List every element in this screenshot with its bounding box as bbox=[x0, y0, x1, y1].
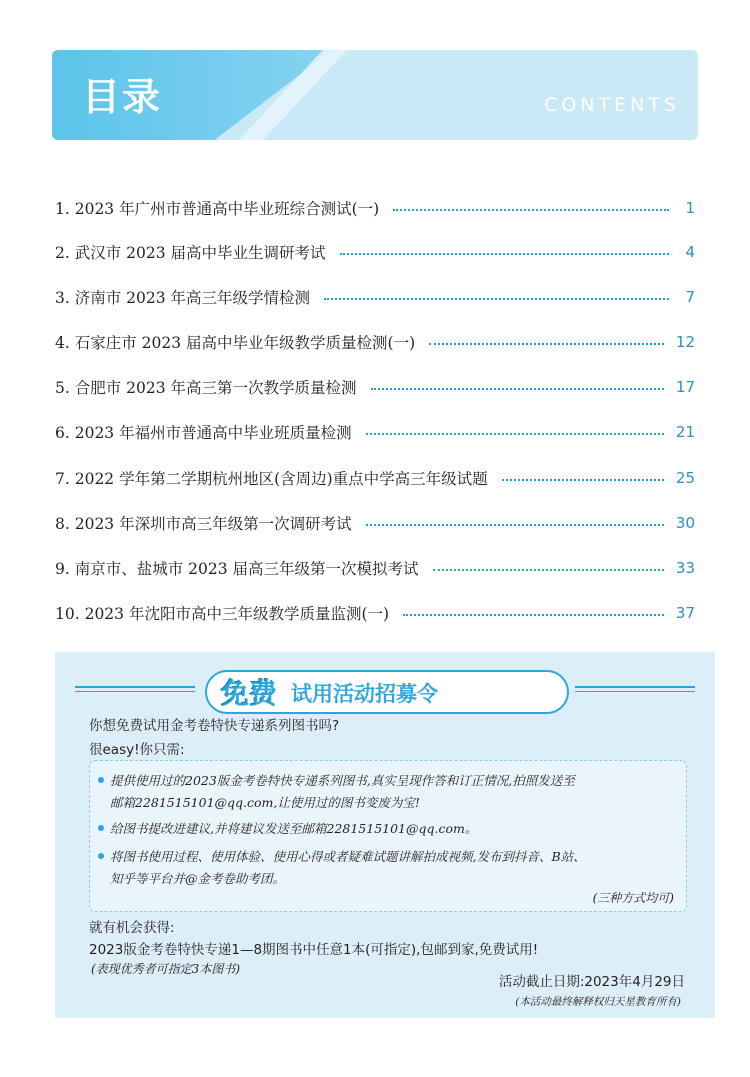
ways-box bbox=[89, 760, 687, 912]
toc-leader bbox=[340, 253, 669, 255]
toc-leader bbox=[403, 614, 664, 616]
toc-leader bbox=[366, 524, 664, 526]
deadline-text: 活动截止日期:2023年4月29日 bbox=[498, 974, 685, 990]
toc-title: 3. 济南市 2023 年高三年级学情检测 bbox=[55, 289, 311, 307]
toc-entry[interactable] bbox=[55, 369, 695, 405]
toc-title: 6. 2023 年福州市普通高中毕业班质量检测 bbox=[55, 424, 352, 442]
toc-page: 33 bbox=[675, 559, 695, 577]
contents-banner bbox=[52, 50, 698, 140]
toc-title: 1. 2023 年广州市普通高中毕业班综合测试(一) bbox=[55, 200, 380, 218]
toc-page: 25 bbox=[675, 469, 695, 487]
heading-rule bbox=[575, 686, 695, 688]
way-item bbox=[98, 847, 586, 865]
bullet-icon bbox=[98, 853, 104, 859]
way-item-cont: 邮箱2281515101@qq.com,让使用过的图书变废为宝! bbox=[110, 795, 420, 810]
way-item bbox=[98, 819, 477, 837]
promo-free-text: 免费 bbox=[221, 677, 278, 710]
heading-rule bbox=[75, 691, 195, 692]
promo-heading-text: 试用活动招募令 bbox=[291, 682, 438, 706]
toc-entry[interactable] bbox=[55, 279, 695, 315]
heading-rule bbox=[575, 691, 695, 692]
toc-title: 5. 合肥市 2023 年高三第一次教学质量检测 bbox=[55, 379, 357, 397]
toc-page: 21 bbox=[675, 423, 695, 441]
way-item bbox=[98, 771, 575, 789]
promo-heading bbox=[75, 668, 695, 712]
toc-entry[interactable] bbox=[55, 414, 695, 450]
toc-entry[interactable] bbox=[55, 595, 695, 631]
toc-title: 2. 武汉市 2023 届高中毕业生调研考试 bbox=[55, 244, 326, 262]
toc-leader bbox=[371, 388, 664, 390]
toc-title: 9. 南京市、盐城市 2023 届高三年级第一次模拟考试 bbox=[55, 560, 419, 578]
toc-entry[interactable] bbox=[55, 324, 695, 360]
page-subtitle: CONTENTS bbox=[544, 94, 680, 116]
toc-leader bbox=[433, 569, 664, 571]
toc-page: 30 bbox=[675, 514, 695, 532]
toc-leader bbox=[366, 433, 664, 435]
toc-title: 7. 2022 学年第二学期杭州地区(含周边)重点中学高三年级试题 bbox=[55, 470, 488, 488]
toc-page: 1 bbox=[685, 199, 695, 217]
toc-leader bbox=[502, 479, 664, 481]
way-text: 提供使用过的2023版金考卷特快专递系列图书,真实呈现作答和订正情况,拍照发送至 bbox=[110, 773, 575, 788]
rights-note: (本活动最终解释权归天星教育所有) bbox=[515, 996, 681, 1008]
page-title: 目录 bbox=[82, 75, 163, 119]
bullet-icon bbox=[98, 825, 104, 831]
toc-leader bbox=[324, 298, 669, 300]
promo-question: 你想免费试用金考卷特快专递系列图书吗? bbox=[89, 718, 340, 734]
way-text: 将图书使用过程、使用体验、使用心得或者疑难试题讲解拍成视频,发布到抖音、B站、 bbox=[110, 849, 586, 864]
excellent-note: (表现优秀者可指定3本图书) bbox=[91, 962, 240, 976]
toc-page: 17 bbox=[675, 378, 695, 396]
three-ways-note: (三种方式均可) bbox=[592, 891, 674, 905]
free-trial-promo bbox=[55, 652, 715, 1018]
toc-leader bbox=[393, 209, 669, 211]
prize-text: 2023版金考卷特快专递1—8期图书中任意1本(可指定),包邮到家,免费试用! bbox=[89, 942, 539, 958]
toc-title: 4. 石家庄市 2023 届高中毕业年级教学质量检测(一) bbox=[55, 334, 416, 352]
bullet-icon bbox=[98, 777, 104, 783]
toc-title: 8. 2023 年深圳市高三年级第一次调研考试 bbox=[55, 515, 352, 533]
promo-easy: 很easy!你只需: bbox=[89, 742, 185, 758]
heading-badge bbox=[205, 670, 569, 714]
toc-entry[interactable] bbox=[55, 460, 695, 496]
toc-title: 10. 2023 年沈阳市高中三年级教学质量监测(一) bbox=[55, 605, 390, 623]
toc-entry[interactable] bbox=[55, 234, 695, 270]
toc-page: 12 bbox=[675, 333, 695, 351]
way-item-cont: 知乎等平台并@金考卷助考团。 bbox=[110, 871, 286, 886]
toc-entry[interactable] bbox=[55, 505, 695, 541]
toc-page: 7 bbox=[685, 288, 695, 306]
toc-page: 37 bbox=[675, 604, 695, 622]
toc-entry[interactable] bbox=[55, 190, 695, 226]
toc-page: 4 bbox=[685, 243, 695, 261]
toc-entry[interactable] bbox=[55, 550, 695, 586]
chance-text: 就有机会获得: bbox=[89, 920, 175, 936]
toc-leader bbox=[429, 343, 664, 345]
way-text: 给图书提改进建议,并将建议发送至邮箱2281515101@qq.com。 bbox=[110, 821, 478, 836]
heading-rule bbox=[75, 686, 195, 688]
